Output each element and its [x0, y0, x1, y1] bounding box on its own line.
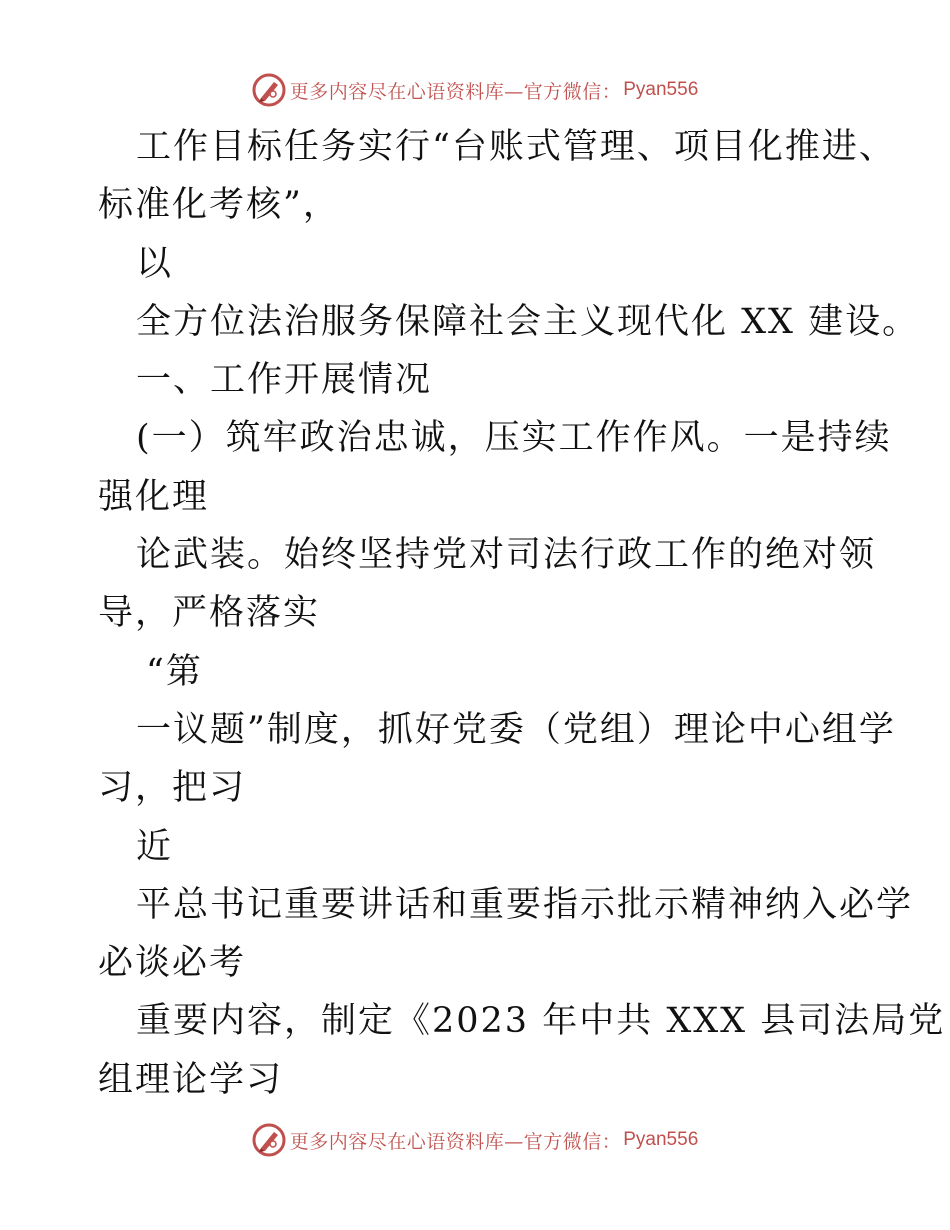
text-line: 一议题”制度，抓好党委（党组）理论中心组学 — [136, 709, 896, 750]
text-line: 以 — [136, 243, 174, 284]
section-heading: 一、工作开展情况 — [136, 360, 433, 401]
text-line: 近 — [136, 826, 174, 867]
text-line: 标准化考核”， — [98, 185, 340, 226]
text-line: 工作目标任务实行“台账式管理、项目化推进、 — [136, 127, 896, 167]
text-line: 必谈必考 — [98, 943, 247, 984]
text-line: (一）筑牢政治忠诚，压实工作作风。一是持续 — [136, 418, 892, 459]
watermark-banner-top — [0, 70, 950, 110]
text-line: 重要内容，制定《2023 年中共 XXX 县司法局党 — [136, 1001, 946, 1042]
pen-logo-icon — [252, 73, 286, 107]
text-line: 平总书记重要讲话和重要指示批示精神纳入必学 — [136, 884, 914, 925]
pen-logo-icon — [252, 1123, 286, 1157]
watermark-banner-bottom — [0, 1120, 950, 1160]
watermark-wechat-id: Pyan556 — [623, 79, 699, 100]
text-line: 全方位法治服务保障社会主义现代化 XX 建设。 — [136, 301, 920, 342]
text-line: “第 — [146, 651, 203, 692]
text-line: 习，把习 — [98, 768, 247, 809]
watermark-text: 更多内容尽在心语资料库—官方微信： — [289, 1130, 622, 1153]
watermark-wechat-id: Pyan556 — [623, 1129, 699, 1150]
document-body — [98, 118, 946, 1109]
text-line: 强化理 — [98, 476, 210, 517]
watermark-text: 更多内容尽在心语资料库—官方微信： — [289, 80, 622, 103]
text-line: 导，严格落实 — [98, 593, 321, 634]
text-line: 组理论学习 — [98, 1059, 284, 1100]
text-line: 论武装。始终坚持党对司法行政工作的绝对领 — [136, 535, 877, 576]
